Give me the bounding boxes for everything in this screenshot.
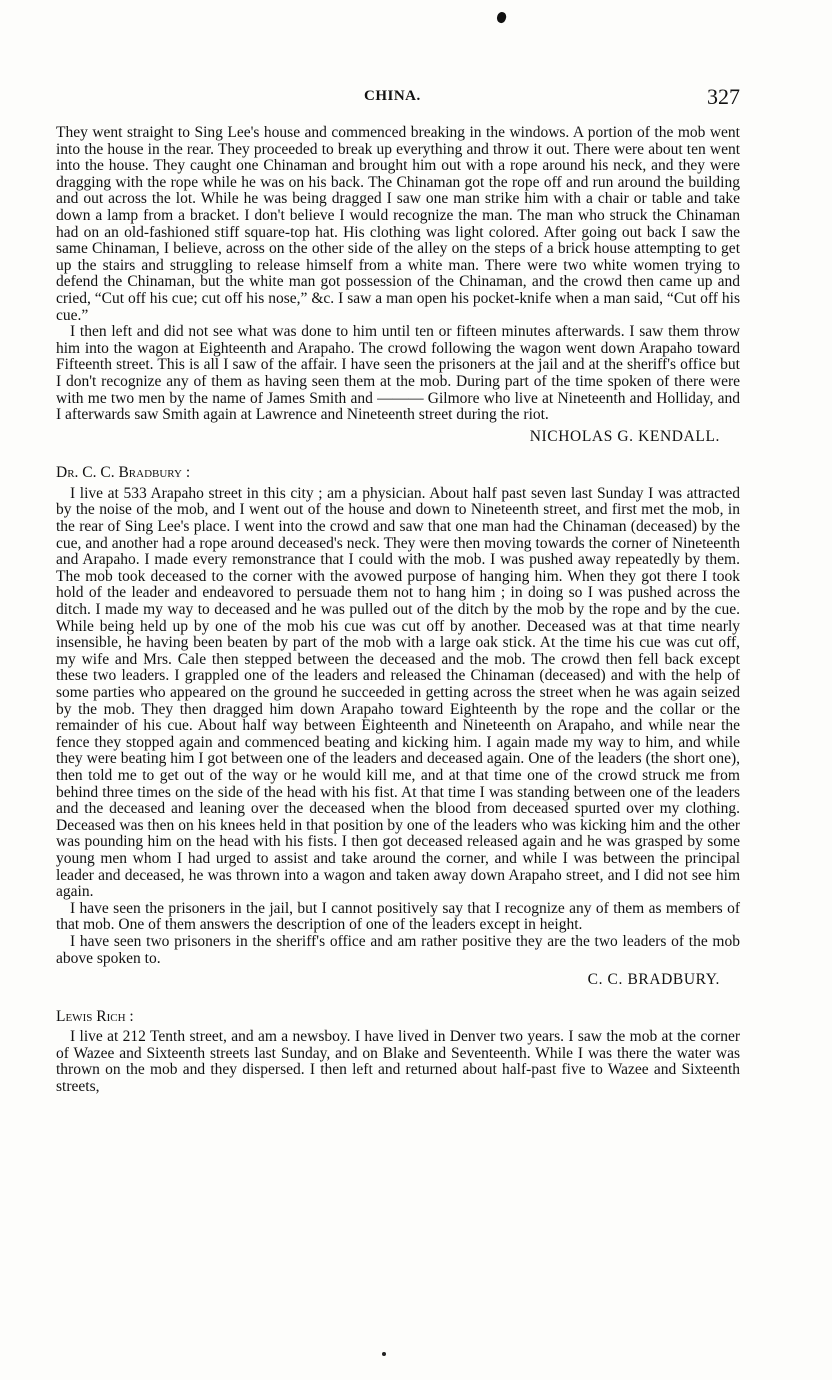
page-number: 327: [707, 84, 740, 109]
ink-blot: [495, 11, 507, 24]
signature-kendall: NICHOLAS G. KENDALL.: [529, 427, 720, 445]
speaker-rich: Lewis Rich :: [56, 1007, 134, 1025]
page-title: CHINA.: [364, 88, 421, 104]
testimony1-paragraph-2: I then left and did not see what was done to him until ten or fifteen minutes afterwards. I saw them throw him into the wagon at Eighteenth and Arapaho. The crowd following the wagon went down Arapaho toward Fifteenth street. This is all I saw of the affair. I have seen the prisoners at the jail and at the sheriff's office but I don't recognize any of them as having seen them at the mob. During part of the time spoken of there were with me two men by the name of James Smith and ——— Gilmore who live at Nineteenth and Holliday, and I afterwards saw Smith again at Lawrence and Nineteenth street during the riot.: [56, 323, 740, 424]
speaker-bradbury: Dr. C. C. Bradbury :: [56, 464, 191, 482]
running-head: [56, 84, 740, 110]
testimony3-paragraph-1: I live at 212 Tenth street, and am a newsboy. I have lived in Denver two years. I saw the mob at the corner of Wazee and Sixteenth streets last Sunday, and on Blake and Seventeenth. While I was there the water was thrown on the mob and they dispersed. I then left and returned about half-past five to Wazee and Sixteenth streets,: [56, 1028, 740, 1096]
testimony2-paragraph-3: I have seen two prisoners in the sheriff's office and am rather positive they are the two leaders of the mob above spoken to.: [56, 932, 740, 967]
testimony2-paragraph-1: I live at 533 Arapaho street in this city ; am a physician. About half past seven last Sunday I was attracted by the noise of the mob, and I went out of the house and down to Nineteenth street, and first met the mob, in the rear of Sing Lee's place. I went into the crowd and saw that one man had the Chinaman (deceased) by the cue, and another had a rope around deceased's neck. They were then moving towards the corner of Nineteenth and Arapaho. I made every remonstrance that I could with the mob. I was pushed away repeatedly by them. The mob took deceased to the corner with the avowed purpose of hanging him. When they got there I took hold of the leader and endeavored to persuade them not to hang him ; in doing so I was pushed across the ditch. I made my way to deceased and he was pulled out of the ditch by the mob by the rope and by the cue. While being held up by one of the mob his cue was cut off by another. Deceased was at that time nearly insensible, he having been beaten by part of the mob with a large oak stick. At the time his cue was cut off, my wife and Mrs. Cale then stepped between the deceased and the mob. The crowd then fell back except these two leaders. I grappled one of the leaders and released the Chinaman (deceased) and with the help of some parties who appeared on the ground he succeeded in getting across the street when he was again seized by the mob. They then dragged him down Arapaho toward Eighteenth by the rope and the collar or the remainder of his cue. About half way between Eighteenth and Nineteenth on Arapaho, and while near the fence they stopped again and commenced beating and kicking him. I again made my way to him, and while they were beating him I got between one of the leaders and deceased again. One of the leaders (the short one), then told me to get out of the way or he would kill me, and at that time one of the crowd struck me from behind three times on the side of the head with his fist. At that time I was standing between one of the leaders and the deceased and leaning over the deceased when the blood from deceased spurted over my clothing. Deceased was then on his knees held in that position by one of the leaders who was kicking him and the other was pounding him on the head with his fists. I then got deceased released again and he was grasped by some young men whom I had urged to assist and take around the corner, and while I was between the principal leader and deceased, he was thrown into a wagon and taken away down Arapaho street, and I did not see him again.: [56, 484, 740, 901]
testimony2-paragraph-2: I have seen the prisoners in the jail, but I cannot positively say that I recognize any of them as members of that mob. One of them answers the description of one of the leaders except in height.: [56, 899, 740, 934]
ink-dot: [382, 1352, 386, 1356]
signature-bradbury: C. C. BRADBURY.: [587, 971, 720, 989]
body-text: [56, 125, 740, 1096]
testimony1-paragraph-1: They went straight to Sing Lee's house and commenced breaking in the windows. A portion of the mob went into the house in the rear. They proceeded to break up everything and throw it out. There were about ten went into the house. They caught one Chinaman and brought him out with a rope around his neck, and they were dragging with the rope while he was on his back. The Chinaman got the rope off and run around the building and out across the lot. While he was being dragged I saw one man strike him with a chair or table and take down a lamp from a bracket. I don't believe I would recognize the man. The man who struck the Chinaman had on an old-fashioned stiff square-top hat. His clothing was light colored. After going out back I saw the same Chinaman, I believe, across on the other side of the alley on the steps of a brick house attempting to get up the stairs and struggling to release himself from a white man. There were two white women trying to defend the Chinaman, but the white man got possession of the Chinaman, and the crowd then came up and cried, “Cut off his cue; cut off his nose,” &c. I saw a man open his pocket-knife when a man said, “Cut off his cue.”: [56, 124, 740, 324]
